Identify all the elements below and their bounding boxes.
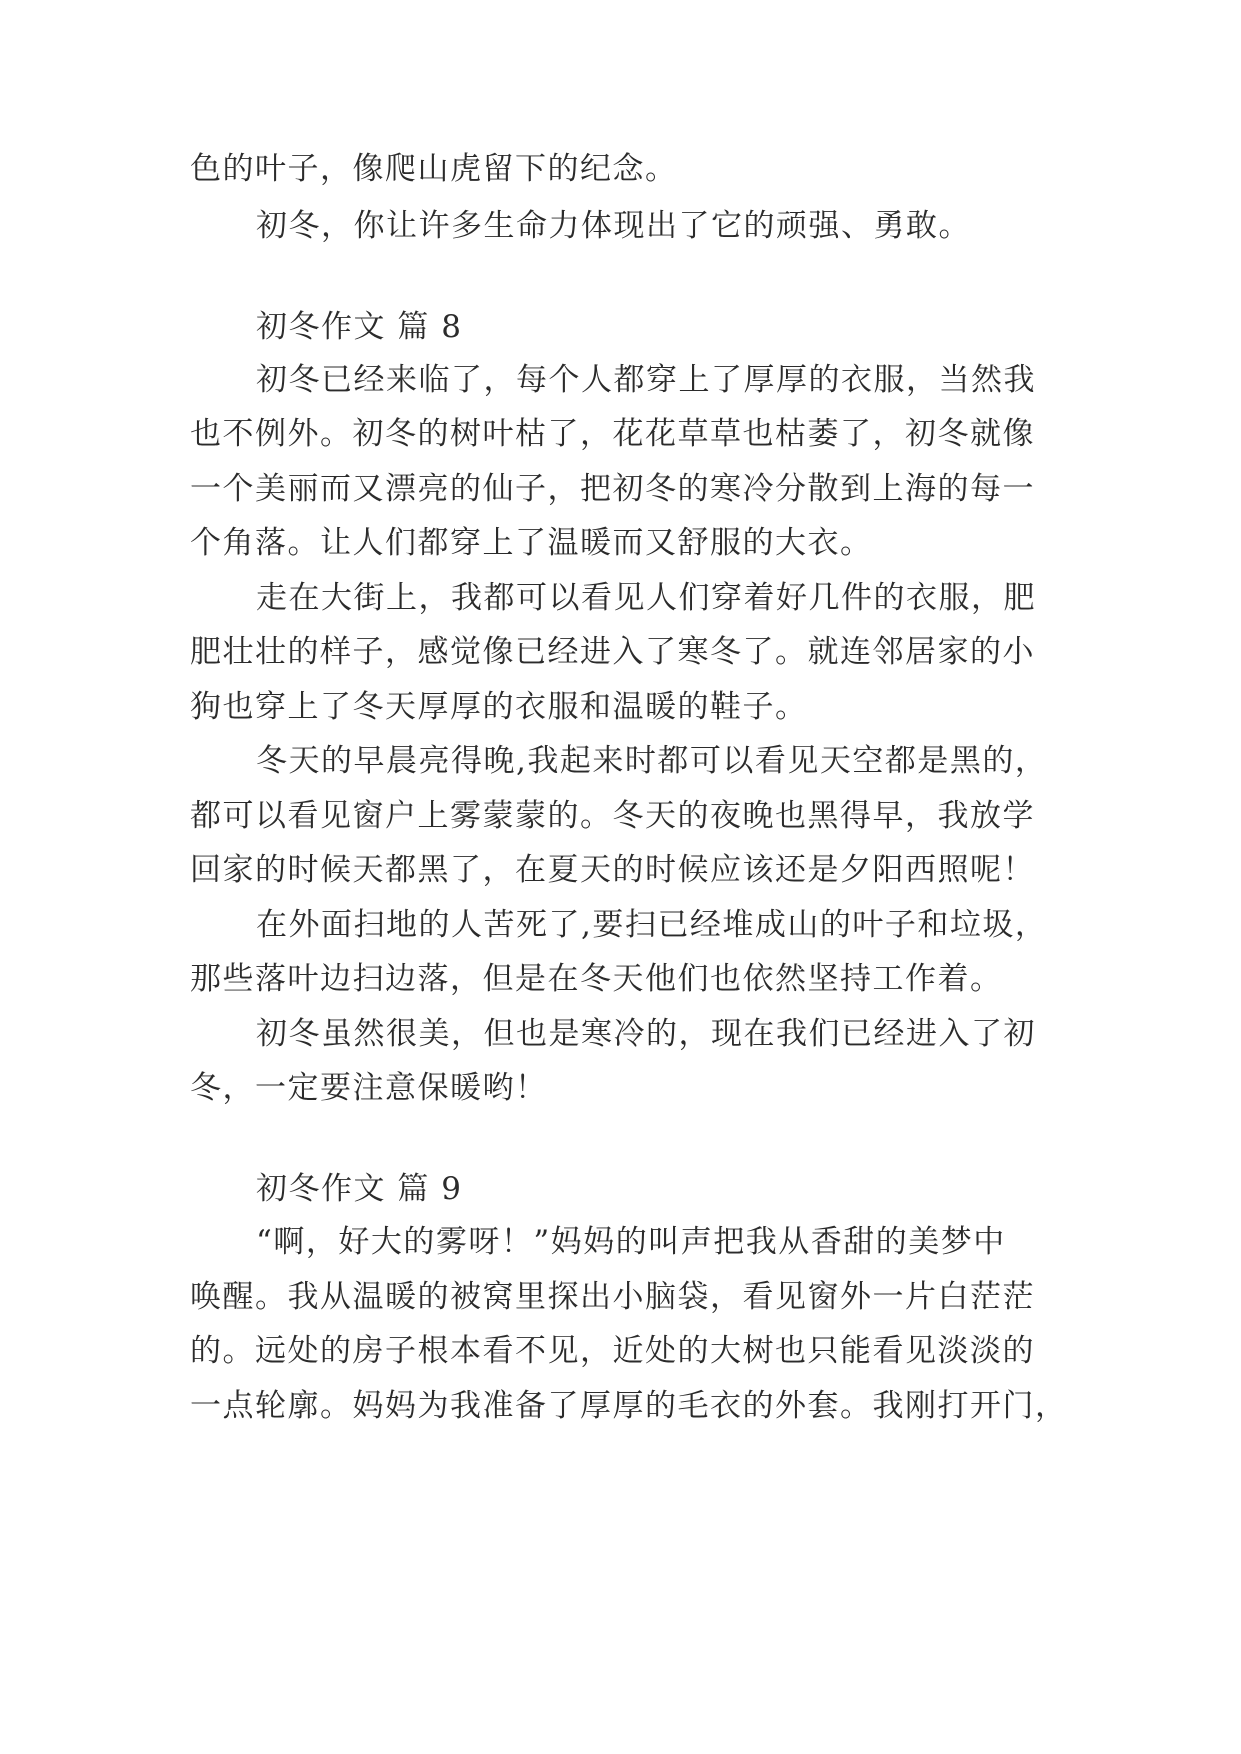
text-line: 的。远处的房子根本看不见，近处的大树也只能看见淡淡的 [190, 1333, 1035, 1369]
text-line: 狗也穿上了冬天厚厚的衣服和温暖的鞋子。 [190, 689, 808, 725]
text-line: 个角落。让人们都穿上了温暖而又舒服的大衣。 [190, 525, 873, 561]
text-line: 唤醒。我从温暖的被窝里探出小脑袋，看见窗外一片白茫茫 [190, 1279, 1035, 1315]
text-line: 都可以看见窗户上雾蒙蒙的。冬天的夜晚也黑得早，我放学 [190, 798, 1035, 834]
text-line: 肥壮壮的样子，感觉像已经进入了寒冬了。就连邻居家的小 [190, 634, 1035, 670]
paragraph-start-line: 冬天的早晨亮得晚,我起来时都可以看见天空都是黑的， [256, 743, 1048, 779]
paragraph-start-line: 初冬，你让许多生命力体现出了它的顽强、勇敢。 [256, 208, 971, 244]
section-heading-9: 初冬作文 篇 9 [256, 1171, 463, 1207]
paragraph-start-line: 初冬已经来临了，每个人都穿上了厚厚的衣服，当然我 [256, 362, 1036, 398]
text-line: 一点轮廓。妈妈为我准备了厚厚的毛衣的外套。我刚打开门， [190, 1388, 1068, 1424]
text-line: 冬，一定要注意保暖哟！ [190, 1070, 548, 1106]
paragraph-start-line: 在外面扫地的人苦死了,要扫已经堆成山的叶子和垃圾， [256, 907, 1048, 943]
text-line: 一个美丽而又漂亮的仙子，把初冬的寒冷分散到上海的每一 [190, 471, 1035, 507]
text-line: 那些落叶边扫边落，但是在冬天他们也依然坚持工作着。 [190, 961, 1003, 997]
section-heading-8: 初冬作文 篇 8 [256, 309, 463, 345]
paragraph-start-line: “啊，好大的雾呀！”妈妈的叫声把我从香甜的美梦中 [256, 1224, 1006, 1260]
text-line: 也不例外。初冬的树叶枯了，花花草草也枯萎了，初冬就像 [190, 416, 1035, 452]
paragraph-start-line: 初冬虽然很美，但也是寒冷的，现在我们已经进入了初 [256, 1016, 1036, 1052]
paragraph-start-line: 走在大街上，我都可以看见人们穿着好几件的衣服，肥 [256, 580, 1036, 616]
text-line: 回家的时候天都黑了，在夏天的时候应该还是夕阳西照呢！ [190, 852, 1035, 888]
text-line: 色的叶子，像爬山虎留下的纪念。 [190, 151, 678, 187]
